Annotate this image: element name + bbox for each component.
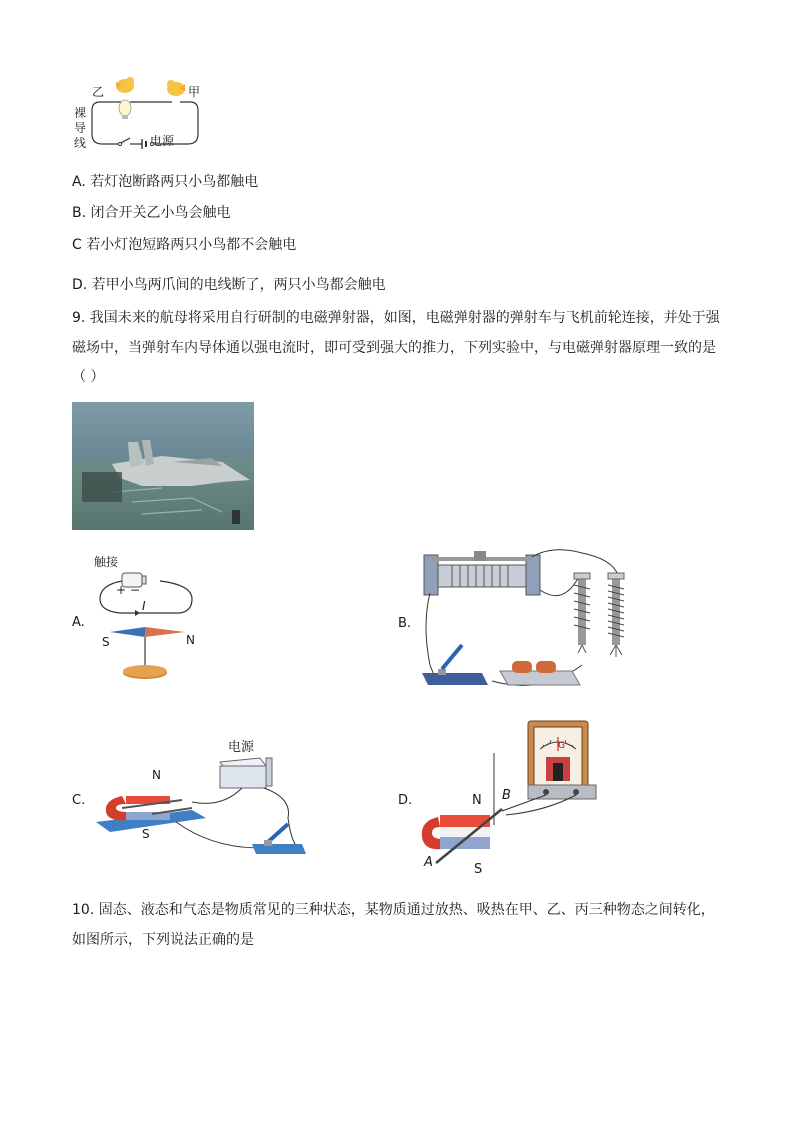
q8-circuit-figure xyxy=(70,72,220,162)
q8-option-c: C 若小灯泡短路两只小鸟都不会触电 xyxy=(72,237,297,253)
label-c-power: 电源 xyxy=(228,740,255,755)
label-d-n: N xyxy=(472,793,482,808)
q8-option-b: B. 闭合开关乙小鸟会触电 xyxy=(72,205,231,221)
label-c-s: S xyxy=(142,827,150,841)
label-yi: 乙 xyxy=(92,85,105,99)
label-touch: 触接 xyxy=(94,555,119,569)
q9-stem-line2: 磁场中，当弹射车内导体通以强电流时，即可受到强大的推力，下列实验中，与电磁弹射器原理一致的是 xyxy=(72,340,716,356)
q9-option-a-letter: A. xyxy=(72,615,85,630)
label-plus: + xyxy=(116,583,127,597)
label-d-s: S xyxy=(474,862,483,877)
label-n: N xyxy=(186,633,195,647)
q9-option-b-figure xyxy=(412,545,642,695)
q9-option-d-letter: D. xyxy=(398,793,413,808)
q8-option-d: D. 若甲小鸟两爪间的电线断了，两只小鸟都会触电 xyxy=(72,277,386,293)
q9-option-c-figure xyxy=(92,738,322,868)
label-s: S xyxy=(102,635,110,649)
label-d-b: B xyxy=(502,788,511,803)
label-bare-wire: 裸导线 xyxy=(74,106,87,150)
q9-option-b-letter: B. xyxy=(398,616,412,631)
carrier-jet-photo xyxy=(72,402,254,530)
label-d-g: G xyxy=(558,741,565,751)
oersted-experiment-drawing xyxy=(90,555,200,685)
label-c-n: N xyxy=(152,768,161,782)
induction-experiment-drawing xyxy=(416,715,606,880)
q10-stem-line2: 如图所示，下列说法正确的是 xyxy=(72,932,254,948)
q10-stem-line1: 10. 固态、液态和气态是物质常见的三种状态，某物质通过放热、吸热在甲、乙、丙三种物态之间转化， xyxy=(72,902,715,918)
motor-principle-drawing xyxy=(92,738,322,868)
electromagnet-drawing xyxy=(412,545,642,695)
q9-option-d-figure xyxy=(416,715,606,880)
label-d-a: A xyxy=(424,855,433,870)
q9-option-c-letter: C. xyxy=(72,793,86,808)
label-jia: 甲 xyxy=(188,85,201,99)
carrier-jet-photo-drawing xyxy=(72,402,254,530)
label-current-i: I xyxy=(142,599,146,613)
q8-option-a: A. 若灯泡断路两只小鸟都触电 xyxy=(72,174,259,190)
q9-stem-line3: （ ） xyxy=(72,369,105,385)
label-minus: − xyxy=(130,583,141,597)
q9-option-a-figure xyxy=(90,555,200,685)
q9-stem-line1: 9. 我国未来的航母将采用自行研制的电磁弹射器，如图，电磁弹射器的弹射车与飞机前轮连接，并处于强 xyxy=(72,310,720,326)
label-power: 电源 xyxy=(150,134,175,148)
